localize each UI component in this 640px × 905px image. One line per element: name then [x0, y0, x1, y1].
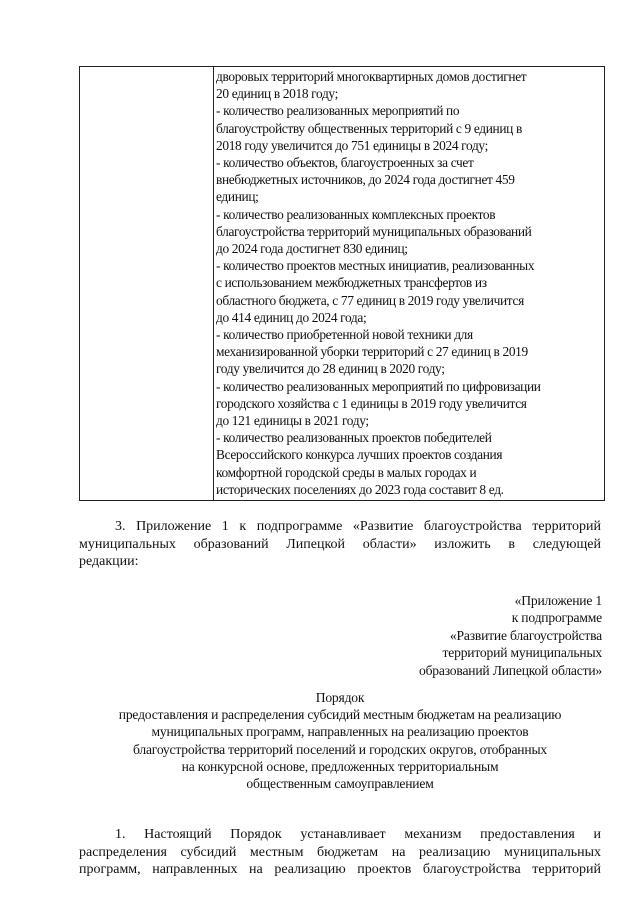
table-line: до 121 единицы в 2021 году;: [216, 413, 369, 429]
paragraph-1-line-3: программ, направленных на реализацию проектов благоустройства территорий: [79, 862, 601, 878]
table-line: - количество проектов местных инициатив, реализованных: [216, 258, 535, 274]
appendix-line-3: «Развитие благоустройства: [449, 627, 602, 643]
table-line: с использованием межбюджетных трансфертов из: [216, 275, 487, 291]
indicators-table: [79, 66, 605, 501]
table-line: - количество объектов, благоустроенных за счет: [216, 155, 474, 171]
table-line: - количество реализованных проектов победителей: [216, 430, 492, 446]
table-line: городского хозяйства с 1 единицы в 2019 году увеличится: [216, 395, 527, 411]
table-line: исторических поселениях до 2023 года составит 8 ед.: [216, 481, 504, 497]
table-line: - количество приобретенной новой техники для: [216, 327, 473, 343]
heading-line-3: муниципальных программ, направленных на реализацию проектов: [151, 724, 529, 740]
table-line: областного бюджета, с 77 единиц в 2019 году увеличится: [216, 292, 524, 308]
appendix-line-2: к подпрограмме: [511, 610, 602, 626]
table-line: единиц;: [216, 189, 259, 205]
table-line: комфортной городской среды в малых городах и: [216, 464, 477, 480]
table-line: до 414 единиц до 2024 года;: [216, 309, 367, 325]
paragraph-3-line-1: 3. Приложение 1 к подпрограмме «Развитие благоустройства территорий: [115, 519, 601, 534]
table-line: благоустройству общественных территорий с 9 единиц в: [216, 120, 522, 136]
paragraph-1: [79, 826, 601, 879]
table-line: благоустройства территорий муниципальных образований: [216, 223, 532, 239]
table-line: - количество реализованных мероприятий по: [216, 103, 460, 119]
appendix-line-5: образований Липецкой области»: [418, 662, 602, 678]
heading-line-6: общественным самоуправлением: [246, 776, 434, 792]
table-line: дворовых территорий многоквартирных домов достигнет: [216, 69, 527, 84]
paragraph-1-line-2: распределения субсидий местным бюджетам на реализацию муниципальных: [79, 844, 601, 860]
table-line: - количество реализованных комплексных проектов: [216, 206, 496, 222]
procedure-heading: [79, 689, 601, 792]
table-line: 2018 году увеличится до 751 единицы в 2024 году;: [216, 137, 488, 153]
heading-line-1: Порядок: [315, 690, 365, 705]
table-line: механизированной уборки территорий с 27 единиц в 2019: [216, 344, 528, 360]
paragraph-3-line-3: редакции:: [79, 554, 139, 570]
table-line: внебюджетных источников, до 2024 года достигнет 459: [216, 172, 515, 188]
table-line: 20 единиц в 2018 году;: [216, 86, 338, 102]
heading-line-5: на конкурсной основе, предложенных территориальным: [181, 758, 499, 774]
appendix-line-4: территорий муниципальных: [442, 645, 602, 661]
table-line: - количество реализованных мероприятий по цифровизации: [216, 378, 541, 394]
appendix-header: [302, 592, 602, 679]
appendix-line-1: «Приложение 1: [514, 593, 602, 608]
table-cell-indicators: [216, 68, 604, 498]
table-line: Всероссийского конкурса лучших проектов создания: [216, 447, 503, 463]
paragraph-1-line-1: 1. Настоящий Порядок устанавливает механизм предоставления и: [115, 827, 601, 842]
heading-line-2: предоставления и распределения субсидий местным бюджетам на реализацию: [118, 707, 562, 723]
table-line: году увеличится до 28 единиц в 2020 году;: [216, 361, 445, 377]
heading-line-4: благоустройства территорий поселений и городских округов, отобранных: [133, 741, 547, 757]
table-column-divider: [213, 67, 214, 500]
paragraph-3-line-2: муниципальных образований Липецкой области» изложить в следующей: [79, 536, 601, 552]
table-line: до 2024 года достигнет 830 единиц;: [216, 241, 408, 257]
paragraph-3: [79, 518, 601, 571]
